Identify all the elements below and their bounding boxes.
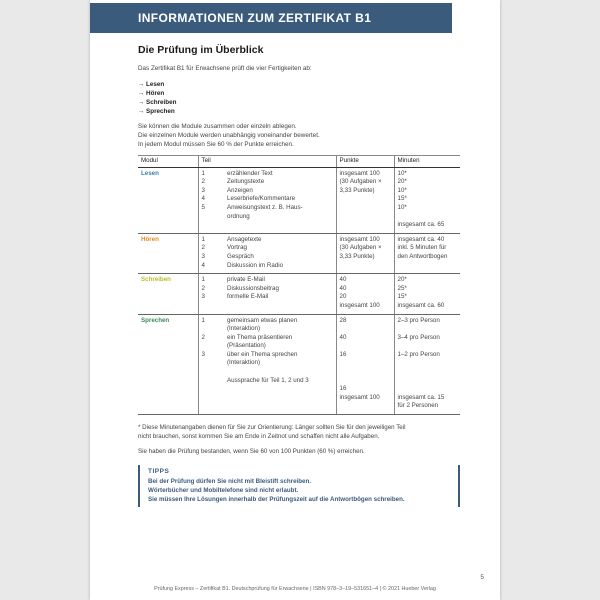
minutes-cell-line: 20* bbox=[397, 276, 407, 284]
minutes-cell-line: den Antwortbogen bbox=[397, 252, 448, 260]
tip-item: Wörterbücher und Mobiltelefone sind nicht erlaubt. bbox=[148, 487, 299, 495]
points-cell-line: insgesamt 100 bbox=[339, 393, 380, 401]
tip-item: Bei der Prüfung dürfen Sie nicht mit Bleistift schreiben. bbox=[148, 478, 311, 486]
description-cell-line: (Interaktion) bbox=[227, 325, 261, 333]
teil-cell-line bbox=[202, 368, 222, 377]
skill-item: → Hören bbox=[138, 90, 165, 97]
teil-cell-line: 4 bbox=[201, 261, 205, 269]
teil-cell-line: 5 bbox=[201, 203, 205, 211]
description-cell-line: Leserbriefe/Kommentare bbox=[227, 195, 296, 203]
minutes-cell bbox=[394, 314, 460, 415]
minutes-cell-line bbox=[398, 359, 458, 368]
points-cell bbox=[336, 274, 394, 314]
description-cell-line: Ansagetexte bbox=[227, 235, 262, 243]
points-cell-line: 40 bbox=[339, 333, 347, 341]
points-cell-line: insgesamt 100 bbox=[339, 235, 380, 243]
teil-cell-line: 2 bbox=[201, 178, 205, 186]
points-cell-line bbox=[340, 342, 391, 351]
teil-cell-line: 1 bbox=[201, 276, 205, 284]
header-punkte: Punkte bbox=[336, 156, 394, 168]
description-cell bbox=[224, 233, 336, 273]
info-paragraph bbox=[138, 122, 460, 149]
teil-cell-line: 2 bbox=[201, 333, 205, 341]
table-row bbox=[138, 274, 460, 314]
points-cell-line: 40 bbox=[339, 284, 347, 292]
teil-cell-line bbox=[202, 377, 222, 386]
minutes-cell-line: insgesamt ca. 40 bbox=[397, 235, 445, 243]
teil-cell bbox=[198, 314, 224, 415]
header-modul: Modul bbox=[138, 156, 198, 168]
minutes-cell-line: für 2 Personen bbox=[397, 402, 439, 410]
points-cell-line bbox=[340, 325, 391, 334]
module-cell bbox=[138, 167, 198, 233]
header-teil: Teil bbox=[198, 156, 224, 168]
points-cell-line: 16 bbox=[339, 385, 347, 393]
minutes-cell-line bbox=[398, 213, 458, 222]
description-cell-line: (Interaktion) bbox=[227, 359, 261, 367]
points-cell-line: insgesamt 100 bbox=[339, 301, 380, 309]
minutes-cell-line: 2–3 pro Person bbox=[397, 316, 440, 324]
teil-cell-line: 2 bbox=[201, 244, 205, 252]
skill-item: → Sprechen bbox=[138, 108, 175, 115]
teil-cell-line bbox=[202, 342, 222, 351]
teil-cell bbox=[198, 167, 224, 233]
description-cell bbox=[224, 274, 336, 314]
module-cell bbox=[138, 233, 198, 273]
points-cell bbox=[336, 233, 394, 273]
minutes-cell-line bbox=[398, 325, 458, 334]
description-cell-line: Aussprache für Teil 1, 2 und 3 bbox=[227, 376, 309, 384]
teil-cell-line: 2 bbox=[201, 284, 205, 292]
header-minuten: Minuten bbox=[394, 156, 460, 168]
teil-cell-line bbox=[202, 359, 222, 368]
footnote-line: * Diese Minutenangaben dienen für Sie zur Orientierung: Länger sollten Sie für den jeweiligen Teil bbox=[138, 424, 406, 432]
points-cell-line: 20 bbox=[339, 293, 347, 301]
points-cell-line: 3,33 Punkte) bbox=[339, 186, 375, 194]
document-page bbox=[90, 0, 500, 600]
minutes-cell-line: 15* bbox=[397, 293, 407, 301]
teil-cell-line: 1 bbox=[201, 235, 205, 243]
teil-cell-line bbox=[202, 325, 222, 334]
description-cell-line: Anzeigen bbox=[227, 186, 253, 194]
description-cell-line: erzählender Text bbox=[227, 169, 273, 177]
table-header-row bbox=[138, 156, 460, 168]
minutes-cell-line: insgesamt ca. 60 bbox=[397, 301, 445, 309]
minutes-cell-line: insgesamt ca. 15 bbox=[397, 393, 445, 401]
exam-overview-table bbox=[138, 155, 460, 415]
minutes-cell-line: insgesamt ca. 65 bbox=[397, 221, 445, 229]
minutes-cell bbox=[394, 274, 460, 314]
description-cell bbox=[224, 167, 336, 233]
tips-title: TIPPS bbox=[148, 468, 170, 476]
minutes-cell-line: 15* bbox=[397, 195, 407, 203]
banner-title: INFORMATIONEN ZUM ZERTIFIKAT B1 bbox=[138, 11, 372, 25]
description-cell-line: (Präsentation) bbox=[227, 342, 266, 350]
points-cell-line: (30 Aufgaben × bbox=[339, 178, 382, 186]
minutes-cell-line: 10* bbox=[397, 169, 407, 177]
points-cell-line bbox=[340, 368, 391, 377]
footnote bbox=[138, 423, 460, 441]
teil-cell bbox=[198, 233, 224, 273]
teil-cell-line: 3 bbox=[201, 293, 205, 301]
description-cell-line: Gespräch bbox=[227, 252, 254, 260]
teil-cell-line: 1 bbox=[201, 169, 205, 177]
module-label: Hören bbox=[141, 235, 159, 243]
teil-cell bbox=[198, 274, 224, 314]
minutes-cell-line: 20* bbox=[397, 178, 407, 186]
intro-text: Das Zertifikat B1 für Erwachsene prüft die vier Fertigkeiten ab: bbox=[138, 65, 312, 72]
section-banner bbox=[90, 3, 452, 33]
footnote-line: nicht brauchen, sonst kommen Sie am Ende in Zeitnot und schaffen nicht alle Aufgaben. bbox=[138, 433, 380, 441]
module-label: Lesen bbox=[141, 169, 159, 177]
description-cell-line: gemeinsam etwas planen bbox=[227, 316, 298, 324]
skills-list bbox=[138, 80, 460, 116]
pass-note: Sie haben die Prüfung bestanden, wenn Sie 60 von 100 Punkten (60 %) erreichen. bbox=[138, 448, 365, 456]
info-line: In jedem Modul müssen Sie 60 % der Punkte erreichen. bbox=[138, 141, 294, 148]
page-footer: Prüfung Express – Zertifikat B1. Deutschprüfung für Erwachsene | ISBN 978–3–19–531651–4 | © 2021 Hueber Verlag bbox=[154, 586, 436, 592]
description-cell-line: formelle E-Mail bbox=[227, 293, 269, 301]
points-cell-line: 3,33 Punkte) bbox=[339, 252, 375, 260]
description-cell-line: Anweisungstext z. B. Haus- bbox=[227, 203, 303, 211]
minutes-cell-line: 25* bbox=[397, 284, 407, 292]
teil-cell-line: 3 bbox=[201, 252, 205, 260]
minutes-cell-line bbox=[398, 342, 458, 351]
points-cell-line bbox=[340, 359, 391, 368]
table-row bbox=[138, 233, 460, 273]
tip-item: Sie müssen Ihre Lösungen innerhalb der Prüfungszeit auf die Antwortbögen schreiben. bbox=[148, 496, 405, 504]
tips-box bbox=[138, 465, 460, 507]
teil-cell-line: 1 bbox=[201, 316, 205, 324]
points-cell bbox=[336, 167, 394, 233]
table-row bbox=[138, 314, 460, 415]
description-cell-line: Vortrag bbox=[227, 244, 247, 252]
points-cell-line: 28 bbox=[339, 316, 347, 324]
points-cell-line: 40 bbox=[339, 276, 347, 284]
skill-item: → Lesen bbox=[138, 81, 165, 88]
table-row bbox=[138, 167, 460, 233]
description-cell-line bbox=[227, 368, 333, 377]
teil-cell-line: 4 bbox=[201, 195, 205, 203]
page-content bbox=[138, 44, 460, 507]
description-cell-line: ordnung bbox=[227, 212, 250, 220]
points-cell-line: 16 bbox=[339, 350, 347, 358]
description-cell-line: private E-Mail bbox=[227, 276, 265, 284]
info-line: Die einzelnen Module werden unabhängig voneinander bewertet. bbox=[138, 132, 320, 139]
minutes-cell-line bbox=[398, 368, 458, 377]
skill-item: → Schreiben bbox=[138, 99, 177, 106]
header-beschreibung bbox=[224, 156, 336, 168]
description-cell-line: ein Thema präsentieren bbox=[227, 333, 293, 341]
minutes-cell-line: 10* bbox=[397, 186, 407, 194]
page-number: 5 bbox=[480, 574, 484, 581]
minutes-cell-line: 10* bbox=[397, 203, 407, 211]
teil-cell-line: 3 bbox=[201, 350, 205, 358]
description-cell-line: Zeitungstexte bbox=[227, 178, 265, 186]
points-cell-line: (30 Aufgaben × bbox=[339, 244, 382, 252]
points-cell bbox=[336, 314, 394, 415]
points-cell-line: insgesamt 100 bbox=[339, 169, 380, 177]
minutes-cell-line: 3–4 pro Person bbox=[397, 333, 440, 341]
minutes-cell-line: inkl. 5 Minuten für bbox=[397, 244, 447, 252]
minutes-cell-line bbox=[398, 377, 458, 386]
minutes-cell-line: 1–2 pro Person bbox=[397, 350, 440, 358]
description-cell bbox=[224, 314, 336, 415]
points-cell-line bbox=[340, 377, 391, 386]
teil-cell-line: 3 bbox=[201, 186, 205, 194]
description-cell-line: Diskussionsbeitrag bbox=[227, 284, 279, 292]
module-cell bbox=[138, 314, 198, 415]
description-cell-line: über ein Thema sprechen bbox=[227, 350, 298, 358]
module-label: Schreiben bbox=[141, 276, 171, 284]
minutes-cell bbox=[394, 167, 460, 233]
module-cell bbox=[138, 274, 198, 314]
module-label: Sprechen bbox=[141, 316, 170, 324]
minutes-cell-line bbox=[398, 385, 458, 394]
description-cell-line: Diskussion im Radio bbox=[227, 261, 284, 269]
info-line: Sie können die Module zusammen oder einzeln ablegen. bbox=[138, 123, 297, 130]
page-heading: Die Prüfung im Überblick bbox=[138, 44, 264, 56]
minutes-cell bbox=[394, 233, 460, 273]
